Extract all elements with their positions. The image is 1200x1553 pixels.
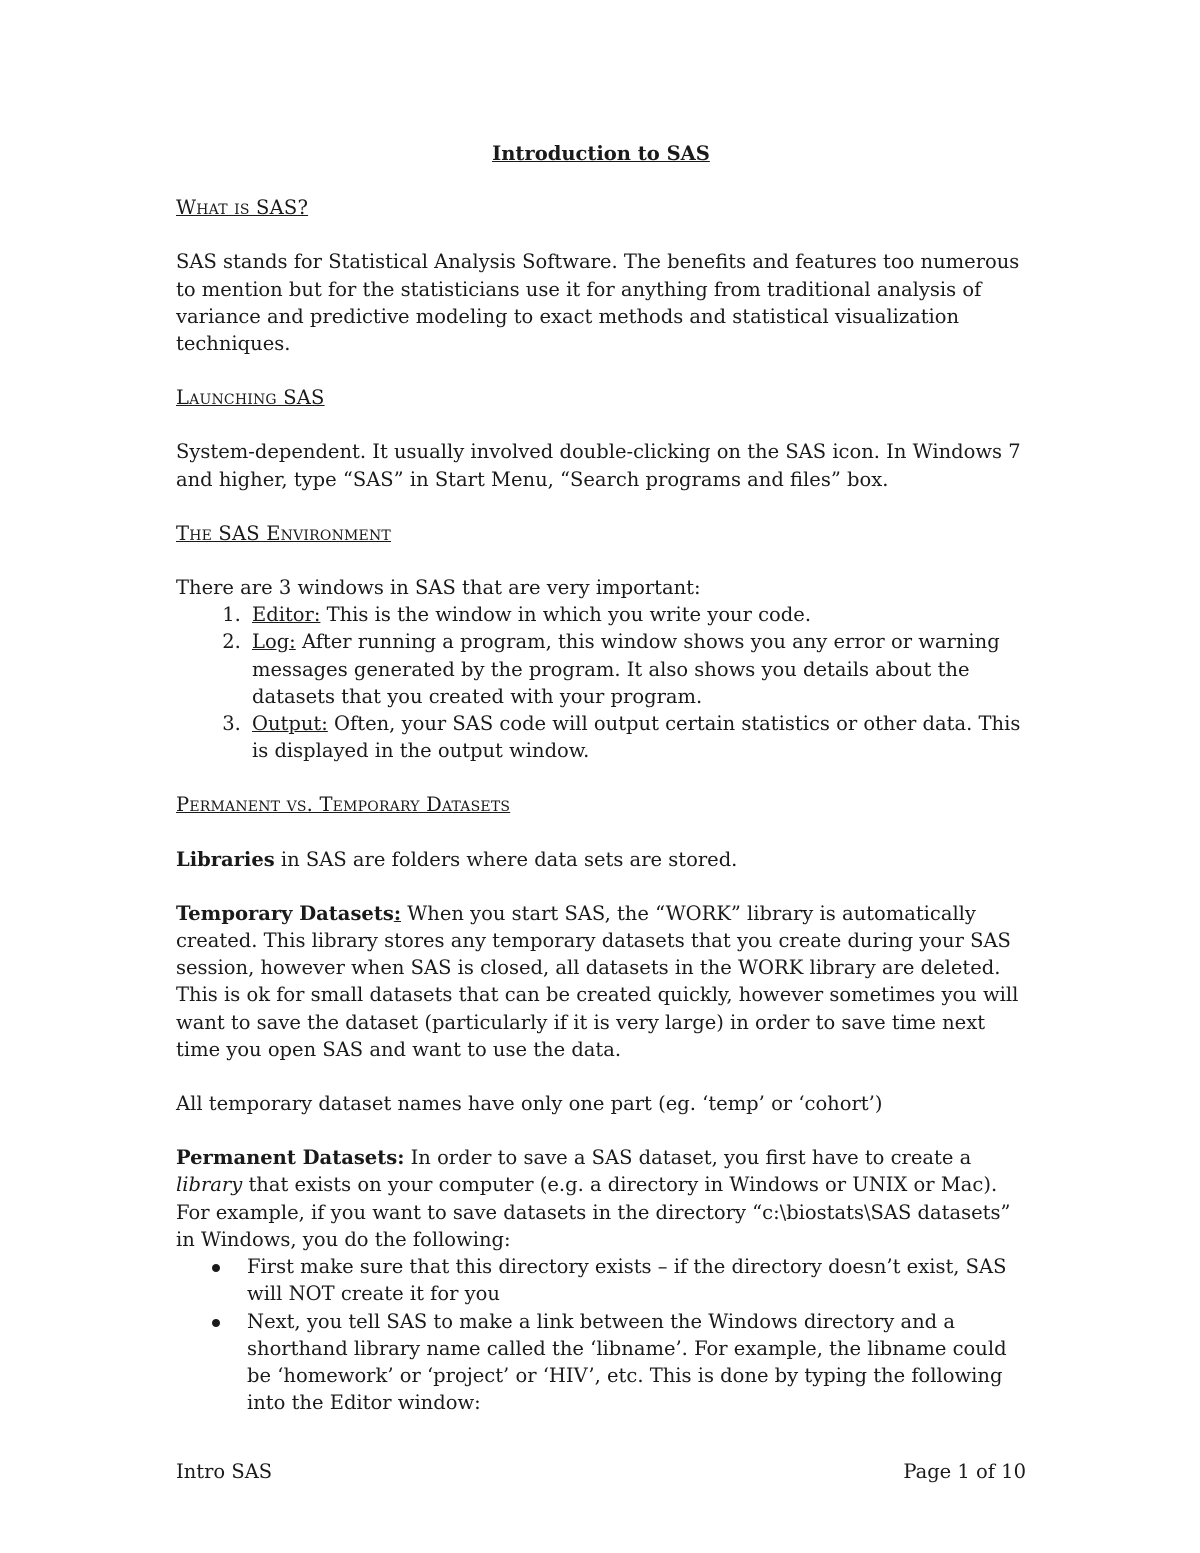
list-item-label: Log: [252, 630, 296, 654]
paragraph-permanent-datasets [176, 1144, 1026, 1253]
list-item-text: After running a program, this window shows you any error or warning messages generated by the program. It also shows you details about the datasets that you created with your program. [252, 630, 1000, 708]
paragraph-environment-intro: There are 3 windows in SAS that are very important: [176, 576, 701, 600]
bullet-item [247, 1308, 1026, 1417]
paragraph-temporary-datasets [176, 900, 1026, 1063]
heading-permanent-vs-temporary: Permanent vs. Temporary Datasets [176, 793, 511, 817]
paragraph-launching-sas: System-dependent. It usually involved double-clicking on the SAS icon. In Windows 7 and higher, type “SAS” in Start Menu, “Search programs and files” box. [176, 440, 1021, 491]
document-title: Introduction to SAS [492, 142, 710, 165]
list-item-log [247, 628, 1026, 710]
libraries-text: in SAS are folders where data sets are stored. [274, 847, 738, 871]
footer-doc-name: Intro SAS [176, 1460, 273, 1483]
bullet-text: First make sure that this directory exists – if the directory doesn’t exist, SAS will NOT create it for you [247, 1255, 1007, 1306]
permanent-datasets-steps [176, 1253, 1026, 1416]
bullet-dot-icon [212, 1264, 220, 1272]
document-body [176, 140, 1026, 1443]
permanent-datasets-text-2: that exists on your computer (e.g. a directory in Windows or UNIX or Mac). For example, if you want to save datasets in the directory “c:\biostats\SAS datasets” in Windows, you do the following: [176, 1173, 1011, 1251]
list-item-editor [247, 601, 1026, 628]
permanent-datasets-text: In order to save a SAS dataset, you first have to create a [404, 1146, 972, 1170]
heading-what-is-sas: What is SAS? [176, 196, 309, 220]
temporary-datasets-text: When you start SAS, the “WORK” library is automatically created. This library stores any temporary datasets that you create during your SAS session, however when SAS is closed, all datasets in the WORK library are deleted. This is ok for small datasets that can be created quickly, however sometimes you will want to save the dataset (particularly if it is very large) in order to save time next time you open SAS and want to use the data. [176, 901, 1019, 1061]
bullet-dot-icon [212, 1319, 220, 1327]
heading-launching-sas: Launching SAS [176, 386, 325, 410]
library-italic: library [176, 1173, 243, 1197]
paragraph-what-is-sas: SAS stands for Statistical Analysis Software. The benefits and features too numerous to mention but for the statisticians use it for anything from traditional analysis of variance and predictive modeling to exact methods and statistical visualization techniques. [176, 250, 1020, 356]
paragraph-temporary-names: All temporary dataset names have only one part (eg. ‘temp’ or ‘cohort’) [176, 1092, 883, 1116]
list-item-text: Often, your SAS code will output certain statistics or other data. This is displayed in the output window. [252, 712, 1021, 763]
environment-windows-list [176, 601, 1026, 764]
paragraph-libraries [176, 846, 1026, 873]
list-item-output [247, 710, 1026, 764]
temporary-datasets-colon: : [393, 901, 402, 925]
footer-page-number: Page 1 of 10 [903, 1460, 1026, 1483]
libraries-term: Libraries [176, 847, 275, 871]
permanent-datasets-term: Permanent Datasets: [176, 1146, 405, 1170]
bullet-item [247, 1253, 1026, 1307]
temporary-datasets-term: Temporary Datasets [176, 901, 394, 925]
list-item-label: Output: [252, 712, 328, 736]
heading-sas-environment: The SAS Environment [176, 521, 391, 545]
list-item-text: This is the window in which you write your code. [320, 603, 812, 627]
bullet-text: Next, you tell SAS to make a link between the Windows directory and a shorthand library name called the ‘libname’. For example, the libname could be ‘homework’ or ‘project’ or ‘HIV’, etc. This is done by typing the following into the Editor window: [247, 1309, 1007, 1415]
list-item-label: Editor: [252, 603, 321, 627]
